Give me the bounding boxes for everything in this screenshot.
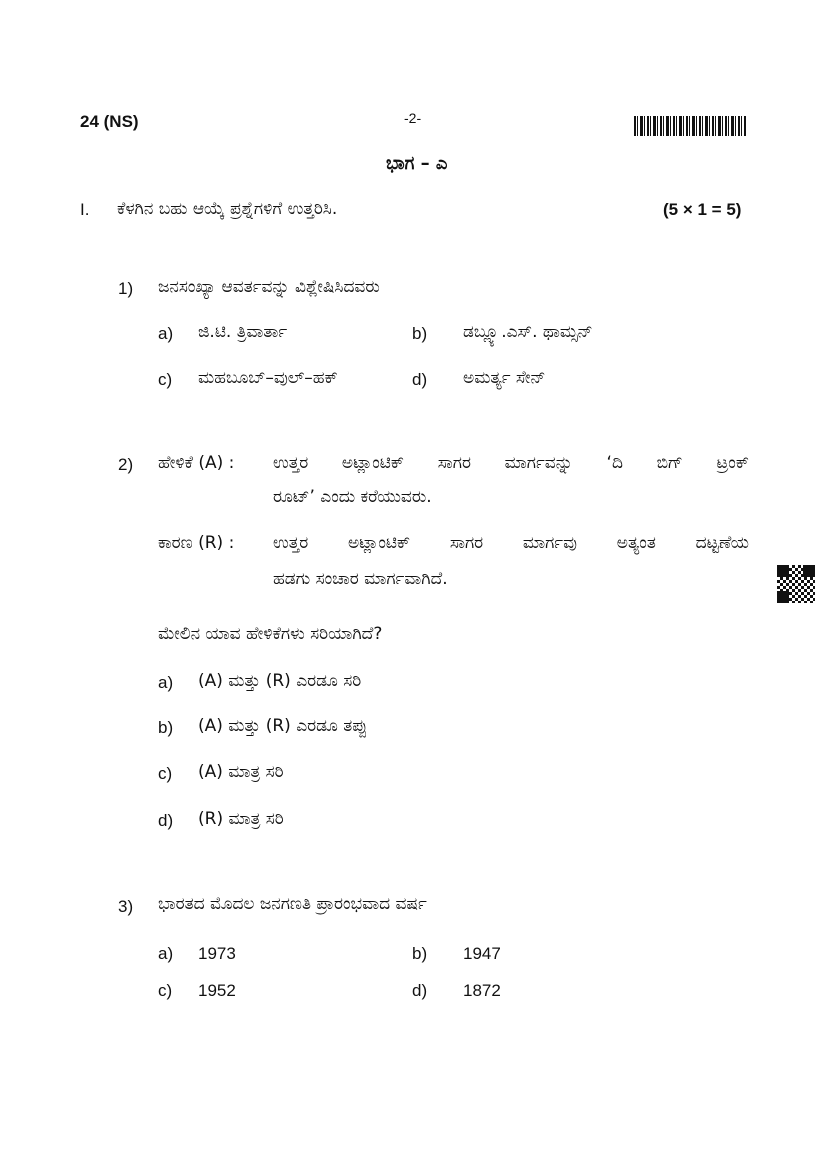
paper-code: 24 (NS) — [80, 112, 139, 131]
q1-option-key: b) — [412, 324, 428, 343]
page-number: -2- — [404, 110, 422, 126]
q2-question: ಮೇಲಿನ ಯಾವ ಹೇಳಿಕೆಗಳು ಸರಿಯಾಗಿದೆ? — [158, 624, 383, 644]
q2-option-text: (A) ಮತ್ತು (R) ಎರಡೂ ಸರಿ — [198, 671, 362, 691]
q3-option-text: 1947 — [463, 944, 501, 963]
q1-option-key: c) — [158, 370, 173, 389]
q3-number: 3) — [118, 897, 134, 916]
q2-option-text: (R) ಮಾತ್ರ ಸರಿ — [198, 809, 284, 829]
q2-number: 2) — [118, 455, 134, 474]
instruction-number: I. — [80, 200, 90, 219]
q1-number: 1) — [118, 279, 134, 298]
q3-option-text: 1952 — [198, 981, 236, 1000]
q2-option-text: (A) ಮತ್ತು (R) ಎರಡೂ ತಪ್ಪು — [198, 716, 368, 736]
q1-option-key: a) — [158, 324, 174, 343]
q1-option-text: ಮಹಬೂಬ್–ವುಲ್–ಹಕ್ — [198, 368, 338, 388]
q3-option-text: 1973 — [198, 944, 236, 963]
qr-code-image — [777, 565, 815, 603]
barcode-image — [634, 116, 746, 136]
q1-text: ಜನಸಂಖ್ಯಾ ಆವರ್ತವನ್ನು ವಿಶ್ಲೇಷಿಸಿದವರು — [158, 277, 380, 297]
assertion-text-line1: ಉತ್ತರ ಅಟ್ಲಾಂಟಿಕ್ ಸಾಗರ ಮಾರ್ಗವನ್ನು ‘ದಿ ಬಿಗ್ ಟ್ರಂಕ್ — [273, 453, 749, 473]
instruction-text: ಕೆಳಗಿನ ಬಹು ಆಯ್ಕೆ ಪ್ರಶ್ನೆಗಳಿಗೆ ಉತ್ತರಿಸಿ. — [117, 199, 338, 219]
reason-label: ಕಾರಣ (R) : — [158, 533, 235, 553]
q3-option-key: d) — [412, 981, 428, 1000]
assertion-text-line2: ರೂಟ್’ ಎಂದು ಕರೆಯುವರು. — [273, 487, 432, 507]
q2-option-key: d) — [158, 811, 174, 830]
section-title: ಭಾಗ – ಎ — [386, 153, 448, 174]
q1-option-text: ಅಮರ್ತ್ಯ ಸೇನ್ — [463, 368, 546, 388]
assertion-label: ಹೇಳಿಕೆ (A) : — [158, 453, 235, 473]
q2-option-key: a) — [158, 673, 174, 692]
q2-option-key: b) — [158, 718, 174, 737]
q1-option-text: ಜಿ.ಟಿ. ತ್ರಿವಾರ್ತಾ — [198, 322, 288, 342]
q3-option-text: 1872 — [463, 981, 501, 1000]
q2-option-text: (A) ಮಾತ್ರ ಸರಿ — [198, 762, 284, 782]
q1-option-key: d) — [412, 370, 428, 389]
reason-text-line2: ಹಡಗು ಸಂಚಾರ ಮಾರ್ಗವಾಗಿದೆ. — [273, 569, 448, 589]
q1-option-text: ಡಬ್ಲ್ಯೂ.ಎಸ್. ಥಾಮ್ಸನ್ — [463, 322, 593, 342]
reason-text-line1: ಉತ್ತರ ಅಟ್ಲಾಂಟಿಕ್ ಸಾಗರ ಮಾರ್ಗವು ಅತ್ಯಂತ ದಟ್ಟಣೆಯ — [273, 533, 749, 553]
q3-option-key: b) — [412, 944, 428, 963]
q3-option-key: a) — [158, 944, 174, 963]
q3-text: ಭಾರತದ ಮೊದಲ ಜನಗಣತಿ ಪ್ರಾರಂಭವಾದ ವರ್ಷ — [158, 894, 427, 914]
q3-option-key: c) — [158, 981, 173, 1000]
marks-label: (5 × 1 = 5) — [663, 200, 742, 219]
q2-option-key: c) — [158, 764, 173, 783]
